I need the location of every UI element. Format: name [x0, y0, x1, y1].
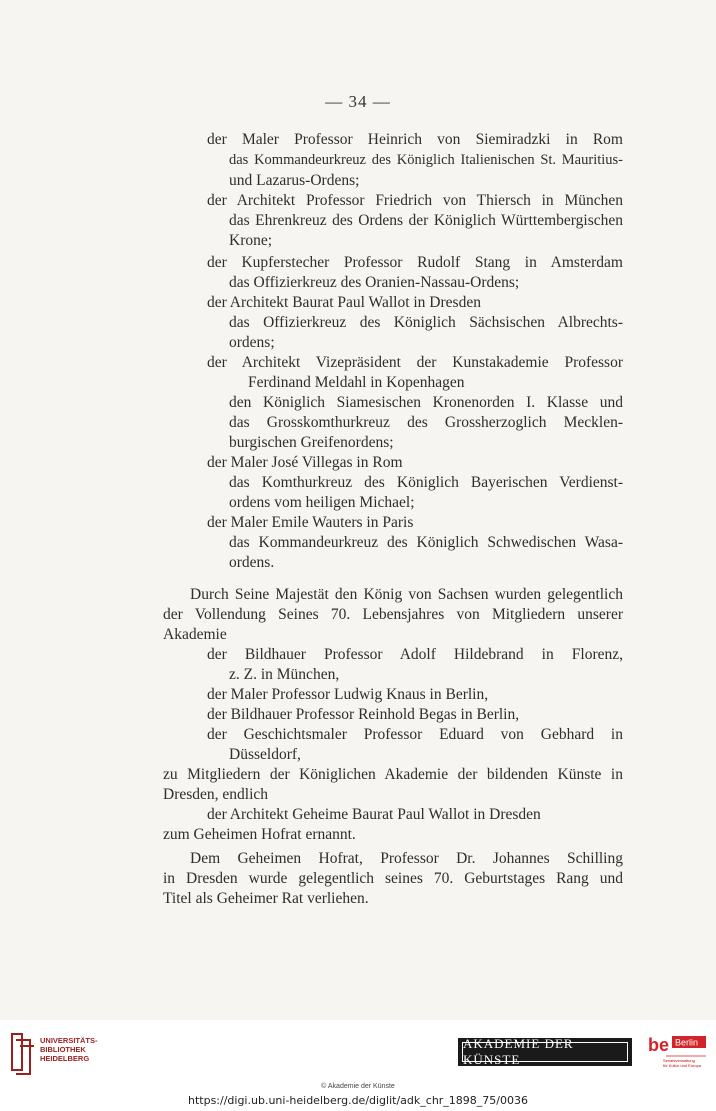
akademie-label: AKADEMIE DER KÜNSTE	[462, 1042, 628, 1062]
akademie-der-kuenste-logo[interactable]	[458, 1038, 632, 1066]
text-line: das Kommandeurkreuz des Königlich Italienischen St. Mauritius-	[229, 152, 623, 168]
text-line: ordens vom heiligen Michael;	[229, 494, 415, 511]
text-line: Titel als Geheimer Rat verliehen.	[163, 890, 369, 907]
text-line: ordens.	[229, 554, 275, 571]
text-line: der Bildhauer Professor Reinhold Begas in Berlin,	[207, 706, 520, 723]
text-line: und Lazarus-Ordens;	[229, 172, 360, 189]
text-line: der Architekt Professor Friedrich von Thiersch in München	[207, 192, 623, 209]
text-line: das Grosskomthurkreuz des Grossherzoglich Mecklen-	[229, 414, 623, 431]
text-line: der Kupferstecher Professor Rudolf Stang in Amsterdam	[207, 254, 623, 271]
text-line: zum Geheimen Hofrat ernannt.	[163, 826, 356, 843]
source-url-link[interactable]: https://digi.ub.uni-heidelberg.de/diglit/adk_chr_1898_75/0036	[187, 1094, 529, 1107]
text-line: das Kommandeurkreuz des Königlich Schwedischen Wasa-	[229, 534, 623, 551]
text-line: der Bildhauer Professor Adolf Hildebrand in Florenz,	[207, 646, 623, 663]
text-line: Akademie	[163, 626, 227, 643]
text-line: der Architekt Baurat Paul Wallot in Dresden	[207, 294, 481, 311]
text-line: das Offizierkreuz des Oranien-Nassau-Ordens;	[229, 274, 520, 291]
page-number: — 34 —	[325, 92, 391, 111]
text-line: in Dresden wurde gelegentlich seines 70. Geburtstages Rang und	[163, 870, 623, 887]
text-line: den Königlich Siamesischen Kronenorden I. Klasse und	[229, 394, 623, 411]
text-line: Ferdinand Meldahl in Kopenhagen	[248, 374, 465, 391]
text-line: Düsseldorf,	[229, 746, 301, 763]
text-line: der Maler José Villegas in Rom	[207, 454, 403, 471]
text-line: Dresden, endlich	[163, 786, 269, 803]
text-line: der Architekt Geheime Baurat Paul Wallot in Dresden	[207, 806, 541, 823]
text-line: der Maler Professor Heinrich von Siemiradzki in Rom	[207, 131, 623, 148]
text-line: Krone;	[229, 232, 273, 249]
text-line: burgischen Greifenordens;	[229, 434, 394, 451]
copyright-notice: © Akademie der Künste	[321, 1083, 395, 1090]
text-line: der Vollendung Seines 70. Lebensjahres von Mitgliedern unserer	[163, 606, 623, 623]
text-line: ordens;	[229, 334, 275, 351]
text-line: das Komthurkreuz des Königlich Bayerischen Verdienst-	[229, 474, 623, 491]
text-line: das Offizierkreuz des Königlich Sächsischen Albrechts-	[229, 314, 623, 331]
svg-text:Berlin: Berlin	[675, 1037, 699, 1048]
text-line: der Architekt Vizepräsident der Kunstakademie Professor	[207, 354, 623, 371]
text-line: zu Mitgliedern der Königlichen Akademie der bildenden Künste in	[163, 766, 623, 783]
text-line: der Maler Professor Ludwig Knaus in Berlin,	[207, 686, 489, 703]
text-line: der Geschichtsmaler Professor Eduard von Gebhard in	[207, 726, 623, 743]
text-line: z. Z. in München,	[229, 666, 340, 683]
be-berlin-subtitle: Senatsverwaltung für Kultur und Europa	[663, 1058, 702, 1068]
svg-text:be: be	[648, 1035, 670, 1055]
text-line: der Maler Emile Wauters in Paris	[207, 514, 414, 531]
text-line: Durch Seine Majestät den König von Sachsen wurden gelegentlich	[190, 586, 623, 603]
text-line: Dem Geheimen Hofrat, Professor Dr. Johannes Schilling	[190, 850, 623, 867]
university-library-name: UNIVERSITÄTS- BIBLIOTHEK HEIDELBERG	[40, 1036, 98, 1063]
text-line: das Ehrenkreuz des Ordens der Königlich Württembergischen	[229, 212, 623, 229]
